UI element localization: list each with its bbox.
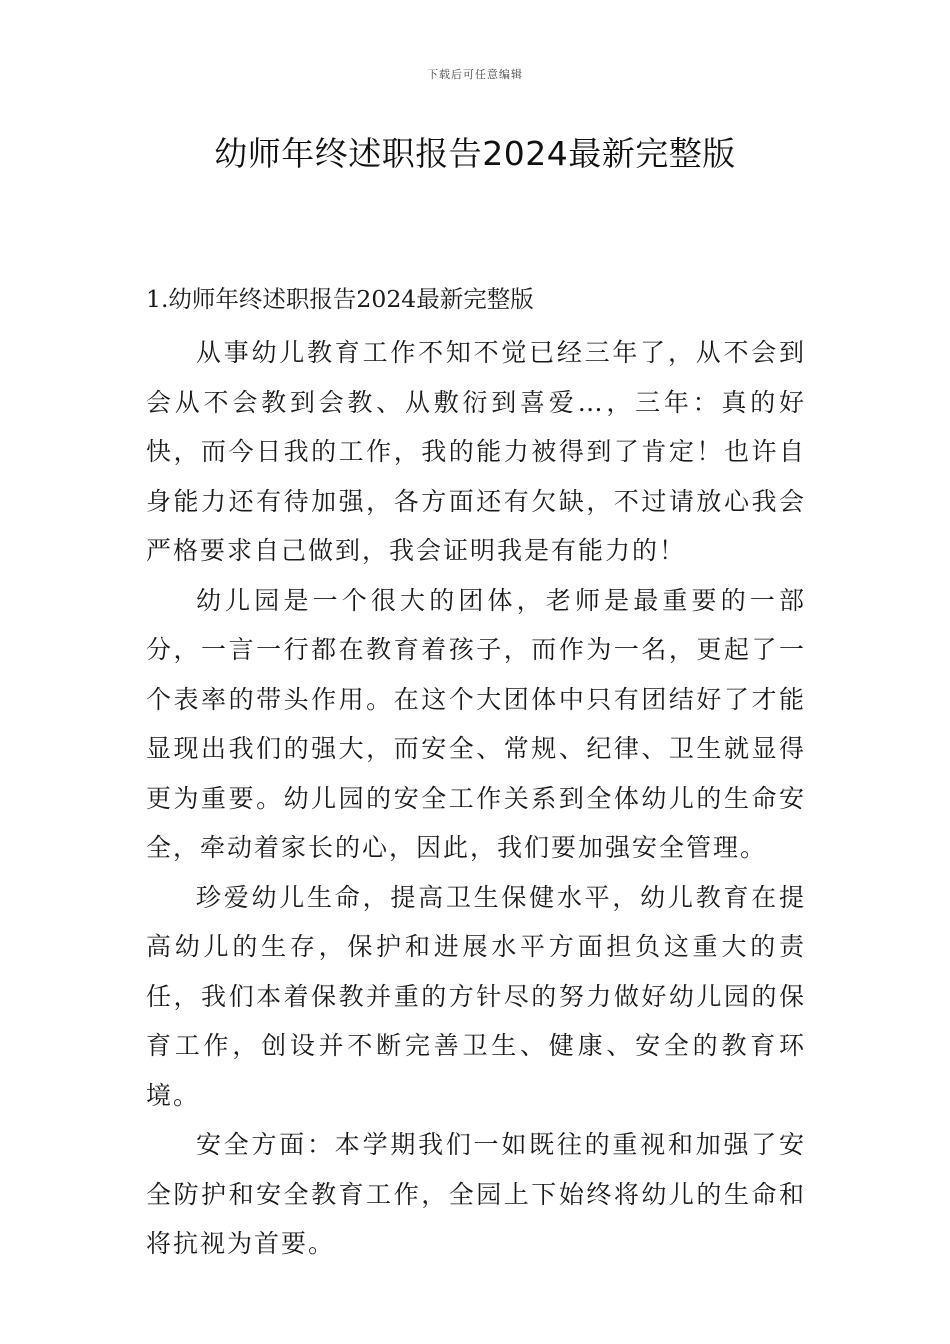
paragraph-2: 幼儿园是一个很大的团体，老师是最重要的一部 分，一言一行都在教育着孩子，而作为一名，更起了一个表率的带头作用。在这个大团体中只有团结好了才能显现出我们的强大，而安全、常规、纪律、卫生就显得更为重要。幼儿园的安全工作关系到全体幼儿的生命安全，牵动着家长的心，因此，我们要加强安全管理。 bbox=[146, 585, 806, 862]
header-note: 下载后可任意编辑 bbox=[427, 68, 523, 81]
paragraph-4: 安全方面：本学期我们一如既往的重视和加强了安全防护和安全教育工作，全园上下始终将幼儿的生命和将抗视为首要。 bbox=[146, 1130, 806, 1258]
section-heading: 1.幼师年终述职报告2024最新完整版 bbox=[146, 285, 534, 313]
document-title: 幼师年终述职报告2024最新完整版 bbox=[214, 134, 736, 173]
paragraph-1: 从事幼儿教育工作不知不觉已经三年了，从不会到会从不会教到会教、从敷衍到喜爱…，三年：真的好快，而今日我的工作，我的能力被得到了肯定！也许自身能力还有待加强，各方面还有欠缺，不过请放心我会严格要求自己做到，我会证明我是有能力的！ bbox=[146, 338, 806, 565]
document-body bbox=[146, 279, 806, 1269]
paragraph-3: 珍爱幼儿生命，提高卫生保健水平，幼儿教育在提高幼儿的生存，保护和进展水平方面担负这重大的责任，我们本着保教并重的方针尽的努力做好幼儿园的保育工作，创设并不断完善卫生、健康、安全的教育环境。 bbox=[146, 882, 806, 1110]
